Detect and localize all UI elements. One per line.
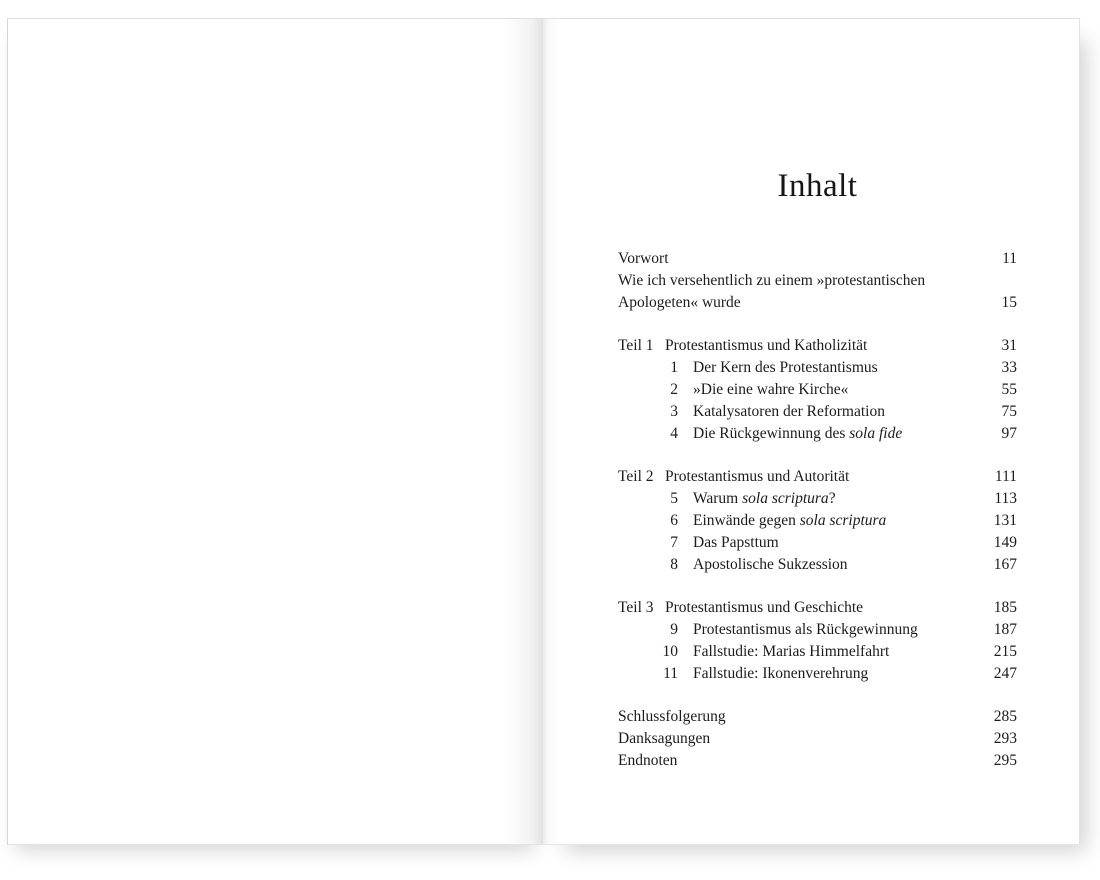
toc-part-heading: [618, 597, 1017, 619]
toc-chapter-entry: [618, 401, 1017, 423]
toc-chapter-entry: [618, 641, 1017, 663]
toc-chapter-entry: [618, 663, 1017, 685]
toc-chapter-entry: [618, 379, 1017, 401]
toc-part-2: [618, 466, 1017, 576]
table-of-contents: [618, 248, 1017, 772]
right-page: [543, 18, 1080, 845]
entry-page-number: 185: [993, 599, 1017, 616]
chapter-number: 2: [670, 381, 678, 398]
chapter-title: Protestantismus als Rückgewinnung: [693, 621, 918, 638]
toc-entry-endnoten: [618, 750, 1017, 772]
toc-chapter-entry: [618, 554, 1017, 576]
toc-part-heading: [618, 335, 1017, 357]
entry-page-number: 75: [1001, 403, 1017, 420]
toc-chapter-entry: [618, 510, 1017, 532]
toc-entry-danksagungen: [618, 728, 1017, 750]
entry-page-number: 113: [994, 490, 1017, 507]
entry-page-number: 187: [993, 621, 1017, 638]
part-label: Teil 1: [618, 337, 654, 354]
chapter-title: »Die eine wahre Kirche«: [693, 381, 849, 398]
entry-title: Schlussfolgerung: [618, 708, 726, 725]
entry-page-number: 31: [1001, 337, 1017, 354]
entry-page-number: 167: [993, 556, 1017, 573]
toc-front-matter: [618, 248, 1017, 314]
entry-title: Endnoten: [618, 752, 678, 769]
chapter-number: 7: [670, 534, 678, 551]
toc-chapter-entry: [618, 423, 1017, 445]
chapter-number: 10: [662, 643, 678, 660]
toc-entry-subtitle-line-2: [618, 292, 1017, 314]
chapter-title: Apostolische Sukzession: [693, 556, 848, 573]
entry-page-number: 15: [1001, 294, 1017, 311]
chapter-title: Das Papsttum: [693, 534, 779, 551]
entry-page-number: 131: [993, 512, 1017, 529]
chapter-title: Katalysatoren der Reformation: [693, 403, 885, 420]
left-page-blank: [7, 18, 543, 845]
toc-title: Inhalt: [777, 168, 858, 204]
entry-title: Vorwort: [618, 250, 669, 267]
toc-chapter-entry: [618, 532, 1017, 554]
chapter-title: Fallstudie: Marias Himmelfahrt: [693, 643, 890, 660]
toc-chapter-entry: [618, 357, 1017, 379]
chapter-number: 4: [670, 425, 678, 442]
chapter-number: 1: [670, 359, 678, 376]
chapter-number: 11: [663, 665, 678, 682]
toc-part-3: [618, 597, 1017, 685]
toc-entry-vorwort: [618, 248, 1017, 270]
part-label: Teil 2: [618, 468, 654, 485]
entry-title: Apologeten« wurde: [618, 294, 741, 311]
entry-page-number: 285: [993, 708, 1017, 725]
toc-page-content: [543, 19, 1079, 844]
entry-title: Wie ich versehentlich zu einem »protestantischen: [618, 272, 926, 289]
chapter-title: Die Rückgewinnung des sola fide: [693, 425, 903, 442]
entry-page-number: 247: [993, 665, 1017, 682]
entry-page-number: 215: [993, 643, 1017, 660]
entry-page-number: 11: [1002, 250, 1017, 267]
entry-page-number: 55: [1001, 381, 1017, 398]
toc-entry-subtitle-line-1: [618, 270, 1017, 292]
entry-title: Danksagungen: [618, 730, 711, 747]
chapter-title: Fallstudie: Ikonenverehrung: [693, 665, 869, 682]
entry-page-number: 33: [1001, 359, 1017, 376]
part-label: Teil 3: [618, 599, 654, 616]
part-title: Protestantismus und Katholizität: [665, 337, 868, 354]
entry-page-number: 295: [993, 752, 1017, 769]
toc-part-heading: [618, 466, 1017, 488]
entry-page-number: 293: [993, 730, 1017, 747]
chapter-title: Der Kern des Protestantismus: [693, 359, 878, 376]
toc-back-matter: [618, 706, 1017, 772]
toc-part-1: [618, 335, 1017, 445]
entry-page-number: 111: [994, 468, 1017, 485]
toc-chapter-entry: [618, 619, 1017, 641]
entry-page-number: 97: [1001, 425, 1017, 442]
chapter-number: 6: [670, 512, 678, 529]
chapter-number: 8: [670, 556, 678, 573]
chapter-title: Warum sola scriptura?: [693, 490, 836, 507]
chapter-number: 3: [670, 403, 678, 420]
chapter-number: 9: [670, 621, 678, 638]
part-title: Protestantismus und Autorität: [665, 468, 850, 485]
toc-chapter-entry: [618, 488, 1017, 510]
chapter-number: 5: [670, 490, 678, 507]
chapter-title: Einwände gegen sola scriptura: [693, 512, 887, 529]
toc-entry-schlussfolgerung: [618, 706, 1017, 728]
entry-page-number: 149: [993, 534, 1017, 551]
part-title: Protestantismus und Geschichte: [665, 599, 864, 616]
